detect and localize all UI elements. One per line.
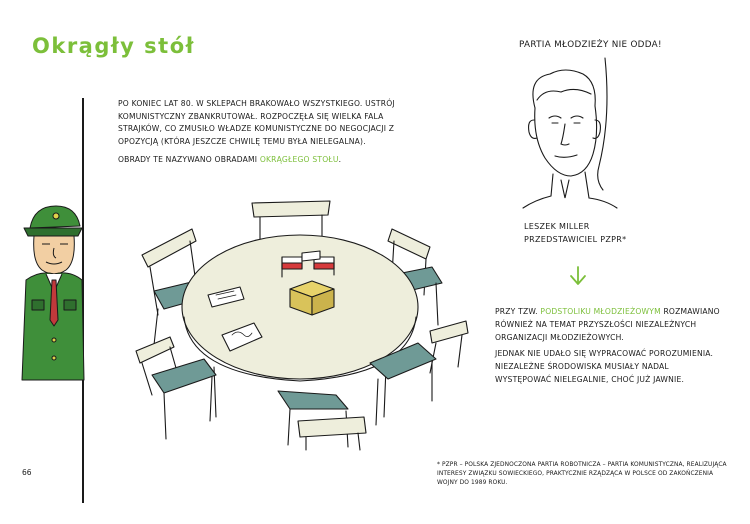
intro-paragraph-2 (118, 154, 418, 167)
leszek-miller-portrait (505, 58, 635, 208)
chair-front-left (136, 337, 216, 439)
chair-front (278, 391, 366, 450)
youth-paragraph-2: JEDNAK NIE UDAŁO SIĘ WYPRACOWAĆ POROZUMIENIA. NIEZALEŻNE ŚRODOWISKA MUSIAŁY NADAL WYSTĘPOWAĆ NIELEGALNIE, CHOĆ JUŻ JAWNIE. (495, 349, 714, 384)
page-number: 66 (22, 468, 32, 477)
person-role: PRZEDSTAWICIEL PZPR* (524, 235, 627, 244)
intro-p2-end: . (338, 155, 342, 165)
page-title: Okrągły stół (32, 34, 195, 58)
youth-table-highlight: PODSTOLIKU MŁODZIEŻOWYM (540, 307, 661, 316)
arrow-down-icon (568, 265, 588, 287)
youth-table-text (495, 306, 725, 391)
youth-p1-start: PRZY TZW. (495, 307, 541, 316)
soldier-illustration (20, 200, 84, 380)
person-name: LESZEK MILLER (524, 222, 590, 231)
round-table-illustration (130, 195, 480, 450)
youth-p1-rest: ROZMAWIANO RÓWNIEŻ NA TEMAT PRZYSZŁOŚCI NIEZALEŻNYCH ORGANIZACJI MŁODZIEŻOWYCH. (495, 307, 720, 342)
intro-paragraph-1: PO KONIEC LAT 80. W SKLEPACH BRAKOWAŁO WSZYSTKIEGO. USTRÓJ KOMUNISTYCZNY ZBANKRUTOWAŁ. ROZPOCZĘŁA SIĘ WIELKA FALA STRAJKÓW, CO ZMUSIŁO WŁADZE KOMUNISTYCZNE DO NEGOCJACJI Z OPOZYCJĄ (KTÓRA JESZCZE CHWILĘ TEMU BYŁA NIELEGALNA). (118, 99, 395, 146)
intro-text (118, 98, 418, 173)
youth-paragraph-1 (495, 306, 725, 344)
footnote: * PZPR – POLSKA ZJEDNOCZONA PARTIA ROBOTNICZA – PARTIA KOMUNISTYCZNA, REALIZUJĄCA INTERESY ZWIĄZKU SOWIECKIEGO, PRAKTYCZNIE RZĄDZĄCA W POLSCE OD ZAKOŃCZENIA WOJNY DO 1989 ROKU. (437, 462, 727, 486)
intro-p2-text: OBRADY TE NAZYWANO OBRADAMI (118, 155, 260, 165)
speech-quote: PARTIA MŁODZIEŻY NIE ODDA! (519, 40, 662, 50)
round-table-highlight: OKRĄGŁEGO STOŁU (259, 155, 339, 165)
person-caption (524, 220, 626, 246)
